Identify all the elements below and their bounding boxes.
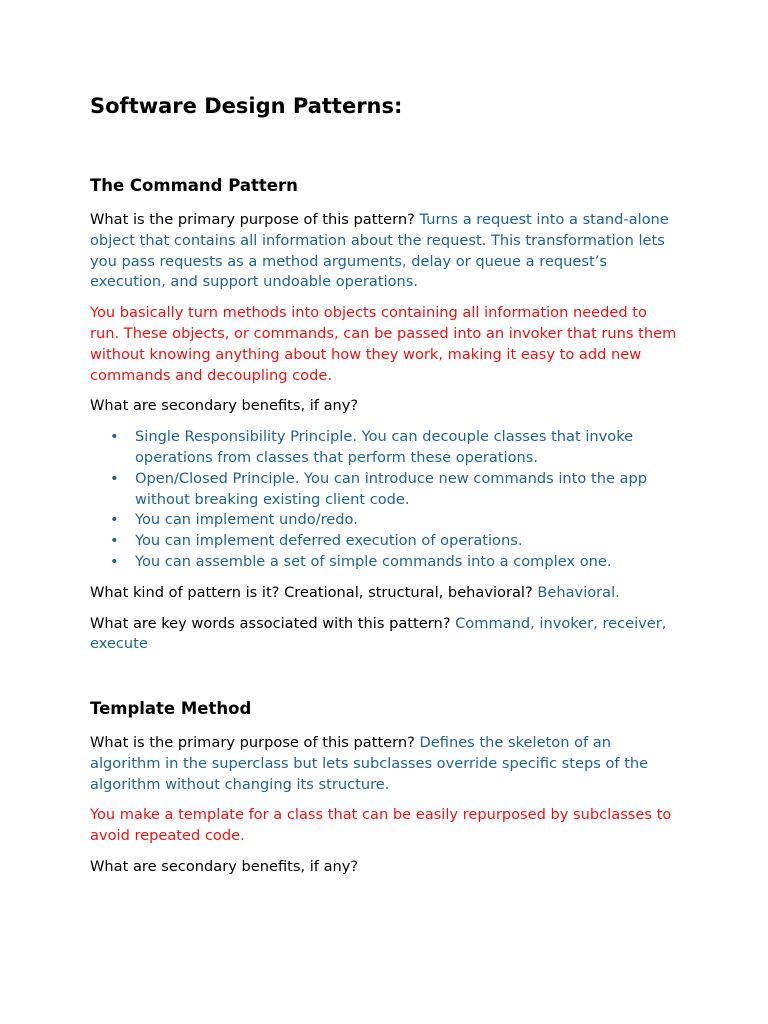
purpose-question: What is the primary purpose of this pattern? xyxy=(90,734,415,751)
benefits-question: What are secondary benefits, if any? xyxy=(90,857,359,875)
list-item xyxy=(90,552,680,573)
purpose-answer: Defines the skeleton of an algorithm in the superclass but lets subclasses override specific steps of the algorithm without changing its structure. xyxy=(90,734,649,793)
list-item xyxy=(90,427,680,469)
benefit-text: Single Responsibility Principle. You can decouple classes that invoke operations from classes that perform these operations. xyxy=(135,428,634,466)
purpose-paragraph xyxy=(90,733,680,795)
benefit-text: Open/Closed Principle. You can introduce new commands into the app without breaking existing client code. xyxy=(135,469,648,508)
kind-question: What kind of pattern is it? Creational, structural, behavioral? xyxy=(90,583,533,601)
section-template-method xyxy=(90,698,680,888)
list-item xyxy=(90,510,680,531)
note-paragraph: You basically turn methods into objects containing all information needed to run. These objects, or commands, can be passed into an invoker that runs them without knowing anything about how they work, making it easy to add new commands and decoupling code. xyxy=(90,304,677,384)
bullet-icon: • xyxy=(110,469,119,487)
bullet-icon: • xyxy=(110,552,119,570)
section-heading: Template Method xyxy=(90,699,252,718)
purpose-paragraph xyxy=(90,210,680,293)
keywords-question: What are key words associated with this pattern? xyxy=(90,614,451,632)
bullet-icon: • xyxy=(110,511,119,529)
benefits-question: What are secondary benefits, if any? xyxy=(90,397,359,415)
note-paragraph: You make a template for a class that can be easily repurposed by subclasses to avoid repeated code. xyxy=(90,806,672,845)
benefit-text: You can assemble a set of simple commands into a complex one. xyxy=(135,552,612,570)
list-item xyxy=(90,531,680,552)
benefit-text: You can implement undo/redo. xyxy=(135,511,358,529)
keywords-paragraph xyxy=(90,614,680,656)
purpose-question: What is the primary purpose of this pattern? xyxy=(90,211,415,228)
section-heading: The Command Pattern xyxy=(90,176,298,195)
benefits-list xyxy=(90,427,680,573)
section-command-pattern xyxy=(90,175,680,665)
kind-paragraph xyxy=(90,583,680,604)
list-item xyxy=(90,469,680,511)
benefit-text: You can implement deferred execution of operations. xyxy=(135,532,523,550)
kind-answer: Behavioral. xyxy=(537,583,620,601)
document-title: Software Design Patterns: xyxy=(90,94,403,118)
bullet-icon: • xyxy=(110,532,119,550)
purpose-answer: Turns a request into a stand-alone object that contains all information about the request. This transformation lets you pass requests as a method arguments, delay or queue a request’s execution, and support undoable operations. xyxy=(90,211,669,291)
keywords-answer: Command, invoker, receiver, execute xyxy=(90,614,667,653)
bullet-icon: • xyxy=(110,428,119,446)
